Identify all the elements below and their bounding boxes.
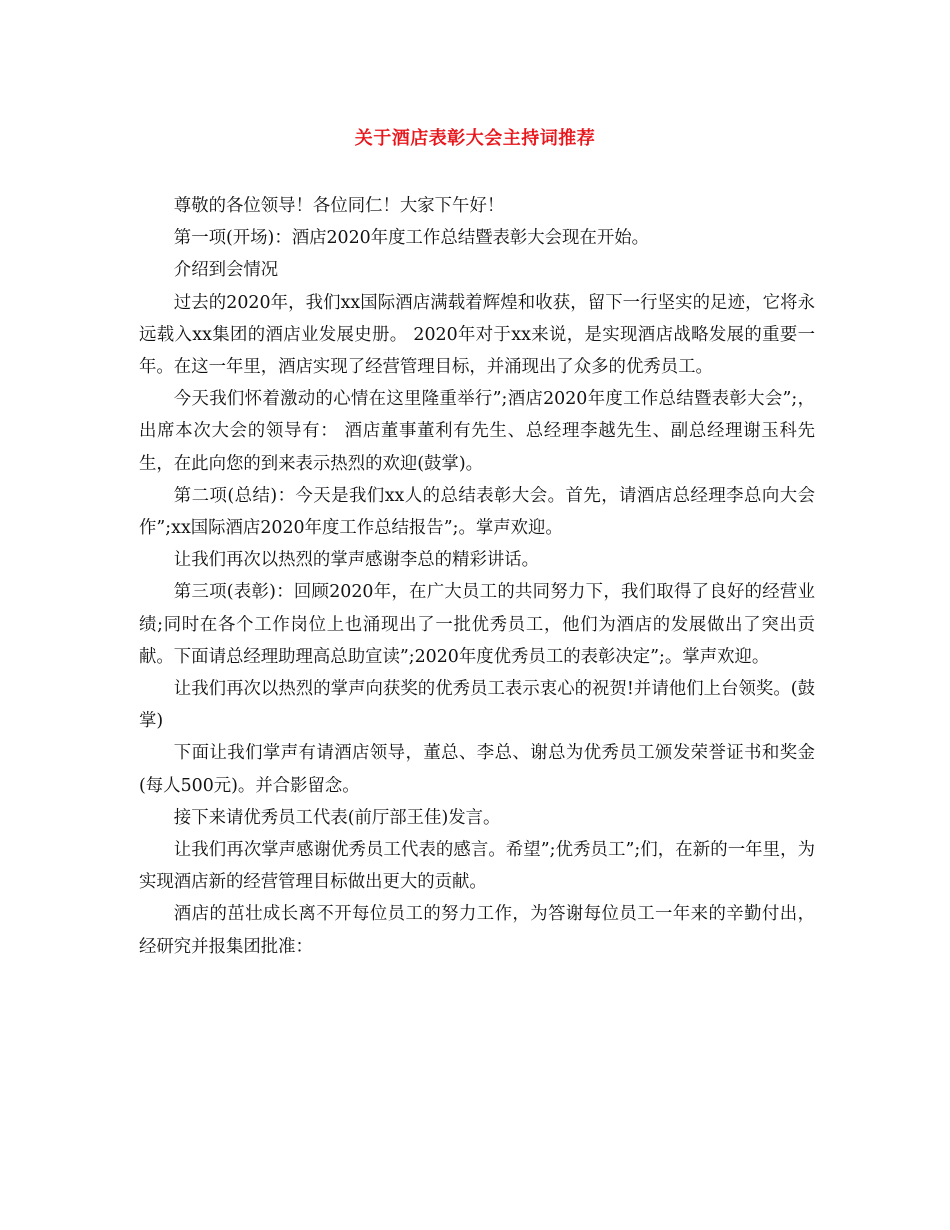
paragraph-thanks-speech: 让我们再次以热烈的掌声感谢李总的精彩讲话。 <box>173 550 540 571</box>
document-body <box>139 190 815 963</box>
paragraph-congratulations: 让我们再次以热烈的掌声向获奖的优秀员工表示衷心的祝贺!并请他们上台领奖。(鼓掌) <box>139 679 815 732</box>
paragraph-greeting: 尊敬的各位领导！各位同仁！大家下午好！ <box>173 196 505 216</box>
paragraph-commendation: 第三项(表彰)：回顾2020年，在广大员工的共同努力下，我们取得了良好的经营业绩;同时在各个工作岗位上也涌现出了一批优秀员工，他们为酒店的发展做出了突出贡献。下面请总经理助理高总助宣读”;2020年度优秀员工的表彰决定”;。掌声欢迎。 <box>139 582 815 667</box>
document-title: 关于酒店表彰大会主持词推荐 <box>354 128 596 149</box>
paragraph-summary: 第二项(总结)：今天是我们xx人的总结表彰大会。首先，请酒店总经理李总向大会作”;xx国际酒店2020年度工作总结报告”;。掌声欢迎。 <box>139 485 815 539</box>
paragraph-closing: 酒店的茁壮成长离不开每位员工的努力工作，为答谢每位员工一年来的辛勤付出，经研究并报集团批准： <box>139 904 815 957</box>
paragraph-review: 过去的2020年，我们xx国际酒店满载着辉煌和收获，留下一行坚实的足迹，它将永远载入xx集团的酒店业发展史册。 2020年对于xx来说，是实现酒店战略发展的重要一年。在这一年里，酒店实现了经营管理目标，并涌现出了众多的优秀员工。 <box>139 292 815 378</box>
paragraph-opening: 第一项(开场)：酒店2020年度工作总结暨表彰大会现在开始。 <box>173 228 650 249</box>
paragraph-representative: 接下来请优秀员工代表(前厅部王佳)发言。 <box>173 807 501 828</box>
paragraph-hope: 让我们再次掌声感谢优秀员工代表的感言。希望”;优秀员工”;们，在新的一年里，为实现酒店新的经营管理目标做出更大的贡献。 <box>139 840 815 893</box>
paragraph-awards: 下面让我们掌声有请酒店领导，董总、李总、谢总为优秀员工颁发荣誉证书和奖金(每人500元)。并合影留念。 <box>139 743 815 796</box>
paragraph-attendance: 介绍到会情况 <box>173 260 279 281</box>
paragraph-leaders: 今天我们怀着激动的心情在这里隆重举行”;酒店2020年度工作总结暨表彰大会”;，出席本次大会的领导有： 酒店董事董利有先生、总经理李越先生、副总经理谢玉科先生，在此向您的到来表示热烈的欢迎(鼓掌)。 <box>139 389 815 474</box>
